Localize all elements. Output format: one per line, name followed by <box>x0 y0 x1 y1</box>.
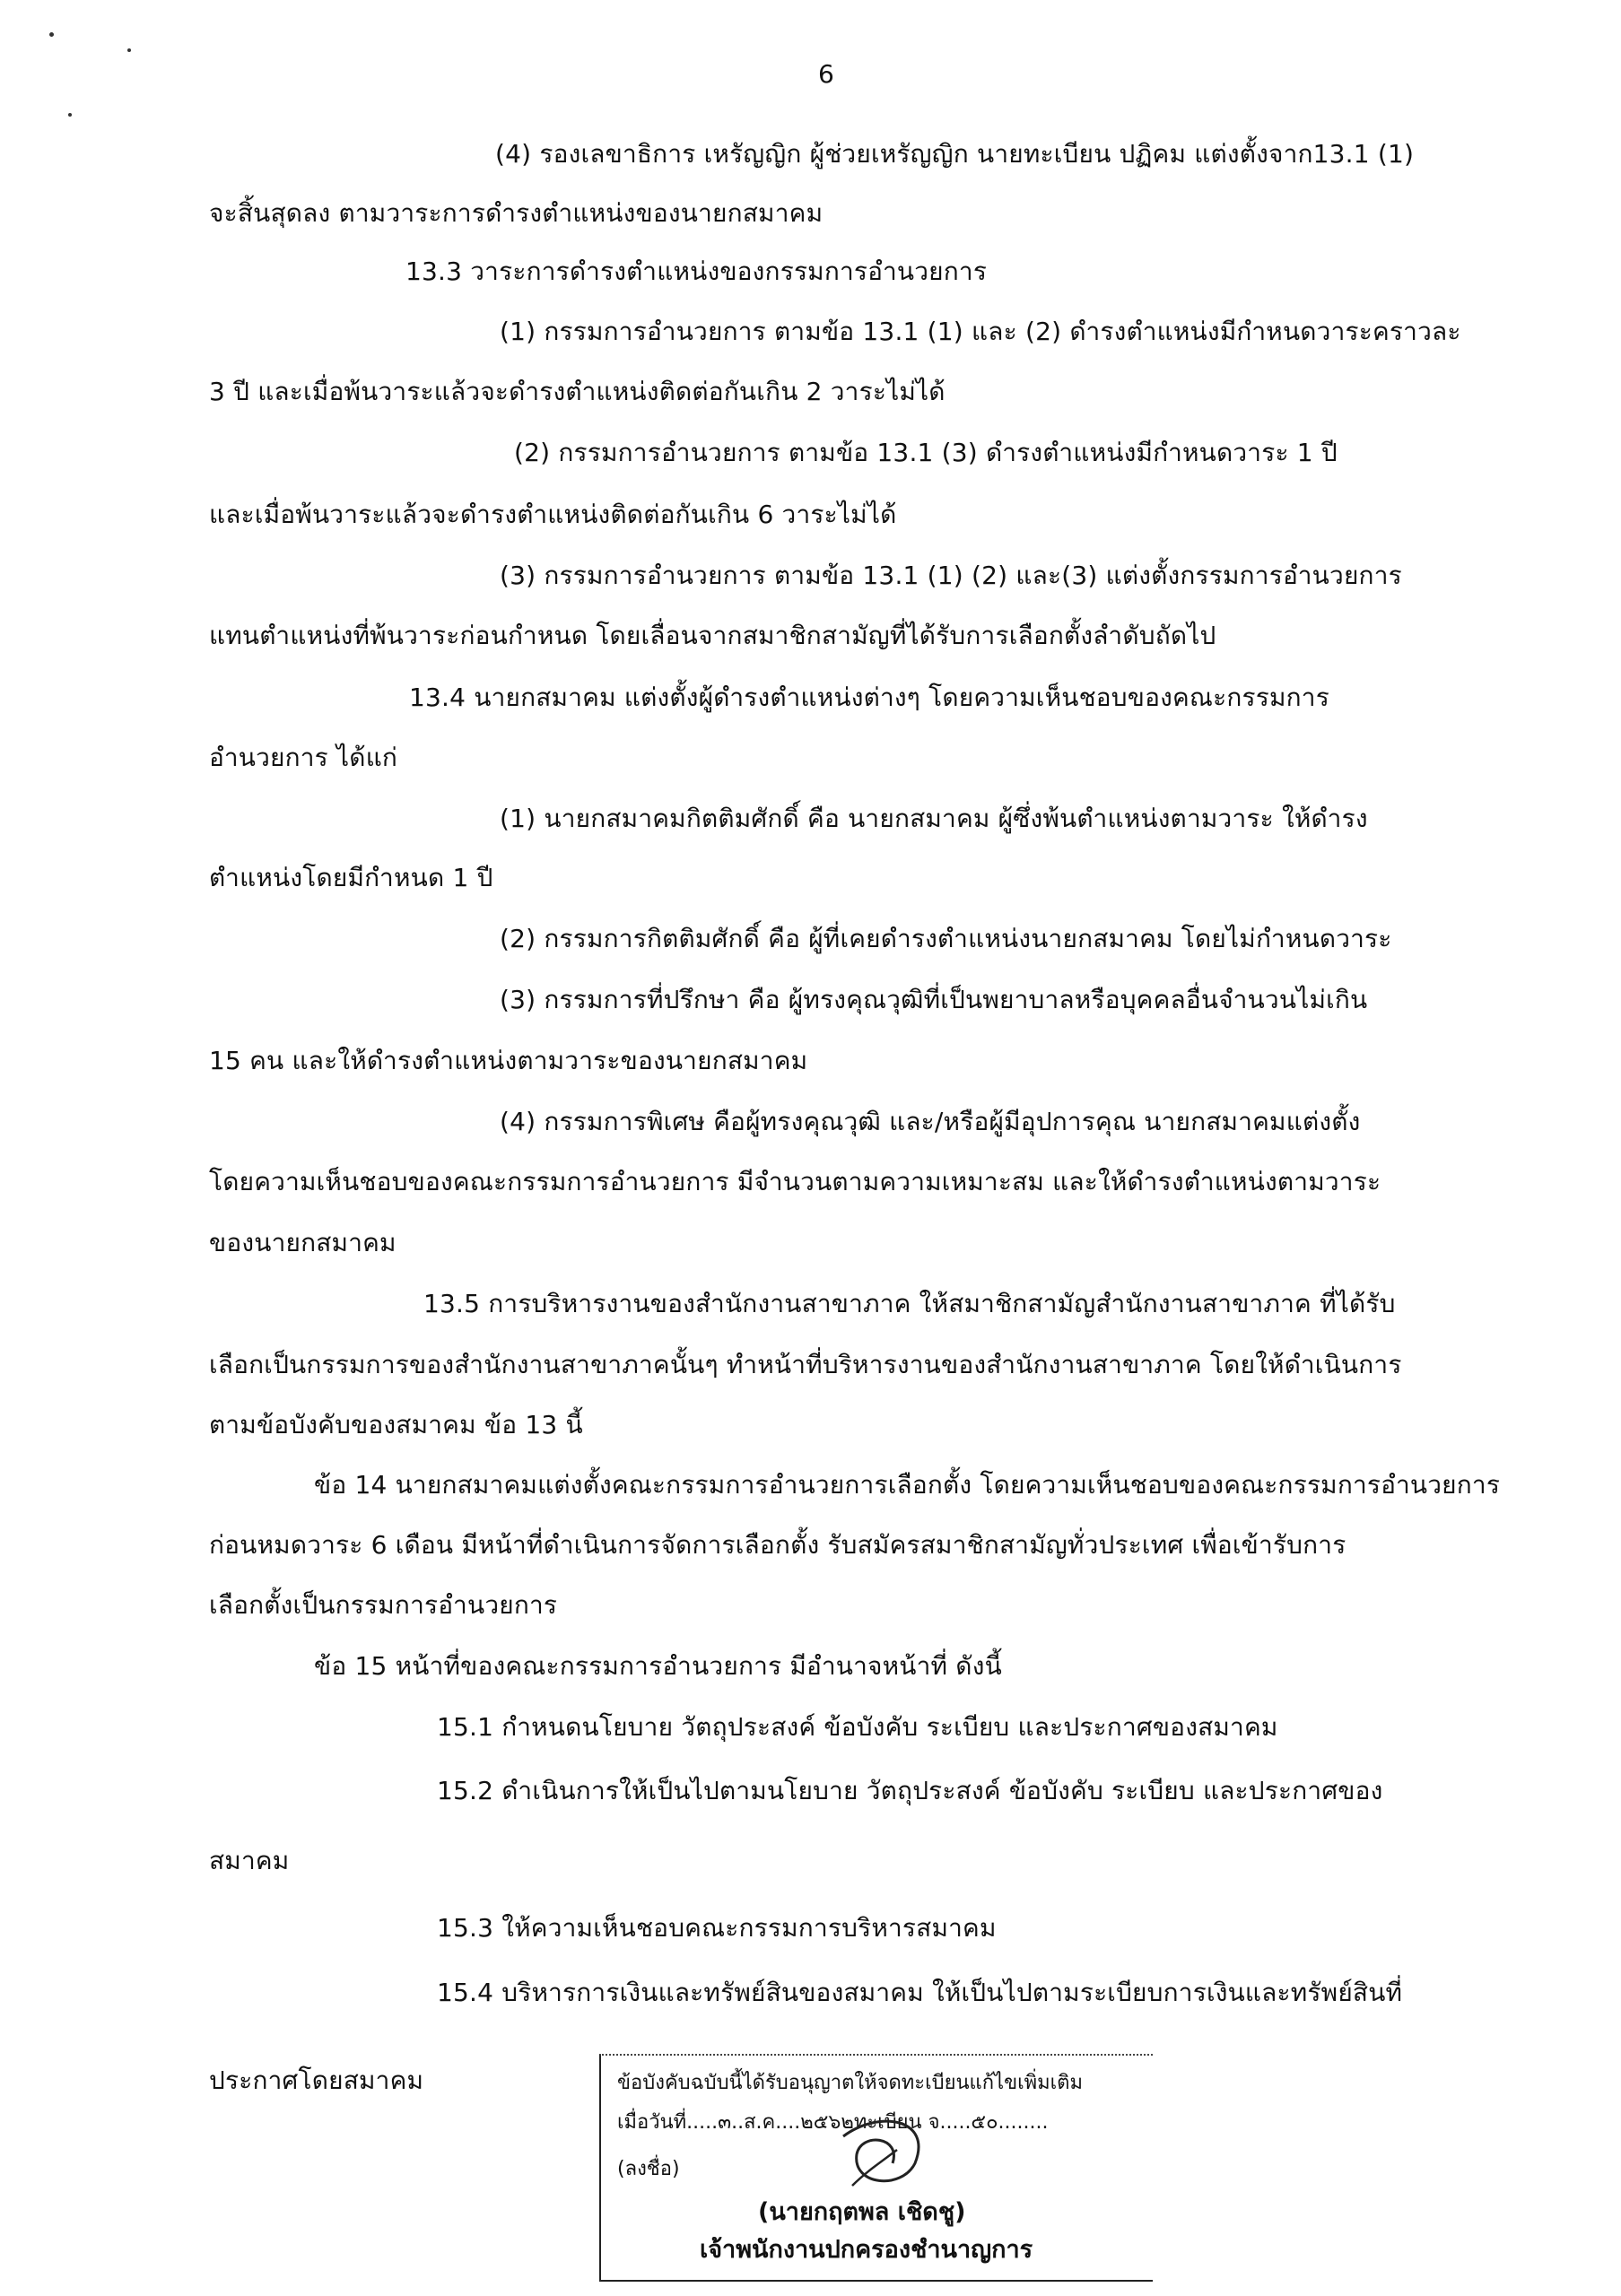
text-line: ข้อ 15 หน้าที่ของคณะกรรมการอำนวยการ มีอำนาจหน้าที่ ดังนี้ <box>314 1651 1002 1681</box>
text-line: 13.4 นายกสมาคม แต่งตั้งผู้ดำรงตำแหน่งต่างๆ โดยความเห็นชอบของคณะกรรมการ <box>409 683 1329 712</box>
approval-stamp <box>599 2054 1153 2282</box>
text-line: ข้อ 14 นายกสมาคมแต่งตั้งคณะกรรมการอำนวยการเลือกตั้ง โดยความเห็นชอบของคณะกรรมการอำนวยการ <box>314 1470 1501 1500</box>
text-line: 15 คน และให้ดำรงตำแหน่งตามวาระของนายกสมาคม <box>209 1046 808 1075</box>
text-line: เลือกตั้งเป็นกรรมการอำนวยการ <box>209 1590 558 1620</box>
text-line: 15.1 กำหนดนโยบาย วัตถุประสงค์ ข้อบังคับ ระเบียบ และประกาศของสมาคม <box>437 1712 1278 1742</box>
scan-speck <box>49 32 54 37</box>
text-line: (4) กรรมการพิเศษ คือผู้ทรงคุณวุฒิ และ/หรือผู้มีอุปการคุณ นายกสมาคมแต่งตั้ง <box>500 1107 1361 1136</box>
stamp-date-line: เมื่อวันที่.....๓..ส.ค....๒๕๖๒ทะเบียน จ.....๕๐........ <box>617 2111 1049 2134</box>
scan-speck <box>127 48 131 52</box>
signature-image <box>816 2100 951 2199</box>
text-line: (3) กรรมการอำนวยการ ตามข้อ 13.1 (1) (2) และ(3) แต่งตั้งกรรมการอำนวยการ <box>500 561 1402 590</box>
text-line: แทนตำแหน่งที่พ้นวาระก่อนกำหนด โดยเลื่อนจากสมาชิกสามัญที่ได้รับการเลือกตั้งลำดับถัดไป <box>209 621 1216 650</box>
text-line: 15.4 บริหารการเงินและทรัพย์สินของสมาคม ให้เป็นไปตามระเบียบการเงินและทรัพย์สินที่ <box>437 1978 1403 2007</box>
text-line: (4) รองเลขาธิการ เหรัญญิก ผู้ช่วยเหรัญญิก นายทะเบียน ปฏิคม แต่งตั้งจาก13.1 (1) <box>495 139 1415 169</box>
text-line: ของนายกสมาคม <box>209 1228 397 1257</box>
text-line: ตำแหน่งโดยมีกำหนด 1 ปี <box>209 863 493 892</box>
text-line: (2) กรรมการกิตติมศักดิ์ คือ ผู้ที่เคยดำรงตำแหน่งนายกสมาคม โดยไม่กำหนดวาระ <box>500 924 1392 953</box>
text-line: โดยความเห็นชอบของคณะกรรมการอำนวยการ มีจำนวนตามความเหมาะสม และให้ดำรงตำแหน่งตามวาระ <box>209 1167 1381 1196</box>
stamp-approval-text: ข้อบังคับฉบับนี้ได้รับอนุญาตให้จดทะเบียนแก้ไขเพิ่มเติม <box>617 2072 1083 2094</box>
text-line: อำนวยการ ได้แก่ <box>209 743 398 772</box>
text-line: (2) กรรมการอำนวยการ ตามข้อ 13.1 (3) ดำรงตำแหน่งมีกำหนดวาระ 1 ปี <box>514 438 1338 467</box>
text-line: ประกาศโดยสมาคม <box>209 2066 424 2095</box>
text-line: จะสิ้นสุดลง ตามวาระการดำรงตำแหน่งของนายกสมาคม <box>209 198 824 228</box>
text-line: 13.5 การบริหารงานของสำนักงานสาขาภาค ให้สมาชิกสามัญสำนักงานสาขาภาค ที่ได้รับ <box>423 1289 1396 1318</box>
text-line: 15.2 ดำเนินการให้เป็นไปตามนโยบาย วัตถุประสงค์ ข้อบังคับ ระเบียบ และประกาศของ <box>437 1776 1383 1805</box>
text-line: และเมื่อพ้นวาระแล้วจะดำรงตำแหน่งติดต่อกันเกิน 6 วาระไม่ได้ <box>209 500 897 529</box>
text-line: 3 ปี และเมื่อพ้นวาระแล้วจะดำรงตำแหน่งติดต่อกันเกิน 2 วาระไม่ได้ <box>209 377 946 406</box>
text-line: 15.3 ให้ความเห็นชอบคณะกรรมการบริหารสมาคม <box>437 1913 997 1943</box>
text-line: เลือกเป็นกรรมการของสำนักงานสาขาภาคนั้นๆ ทำหน้าที่บริหารงานของสำนักงานสาขาภาค โดยให้ดำเนินการ <box>209 1350 1402 1379</box>
stamp-official-position: เจ้าพนักงานปกครองชำนาญการ <box>700 2236 1033 2264</box>
text-line: สมาคม <box>209 1846 290 1875</box>
text-line: (3) กรรมการที่ปรึกษา คือ ผู้ทรงคุณวุฒิที่เป็นพยาบาลหรือบุคคลอื่นจำนวนไม่เกิน <box>500 985 1368 1014</box>
page-number: 6 <box>818 59 834 89</box>
scan-speck <box>68 113 72 117</box>
text-line: ตามข้อบังคับของสมาคม ข้อ 13 นี้ <box>209 1410 583 1439</box>
text-line: (1) นายกสมาคมกิตติมศักดิ์ คือ นายกสมาคม ผู้ซึ่งพ้นตำแหน่งตามวาระ ให้ดำรง <box>500 804 1368 833</box>
text-line: 13.3 วาระการดำรงตำแหน่งของกรรมการอำนวยการ <box>405 257 988 286</box>
stamp-sign-label: (ลงชื่อ) <box>617 2158 680 2180</box>
text-line: ก่อนหมดวาระ 6 เดือน มีหน้าที่ดำเนินการจัดการเลือกตั้ง รับสมัครสมาชิกสามัญทั่วประเทศ เพื่อเข้ารับการ <box>209 1530 1346 1560</box>
stamp-official-name: (นายกฤตพล เชิดชู) <box>758 2198 966 2226</box>
text-line: (1) กรรมการอำนวยการ ตามข้อ 13.1 (1) และ (2) ดำรงตำแหน่งมีกำหนดวาระคราวละ <box>500 317 1461 346</box>
